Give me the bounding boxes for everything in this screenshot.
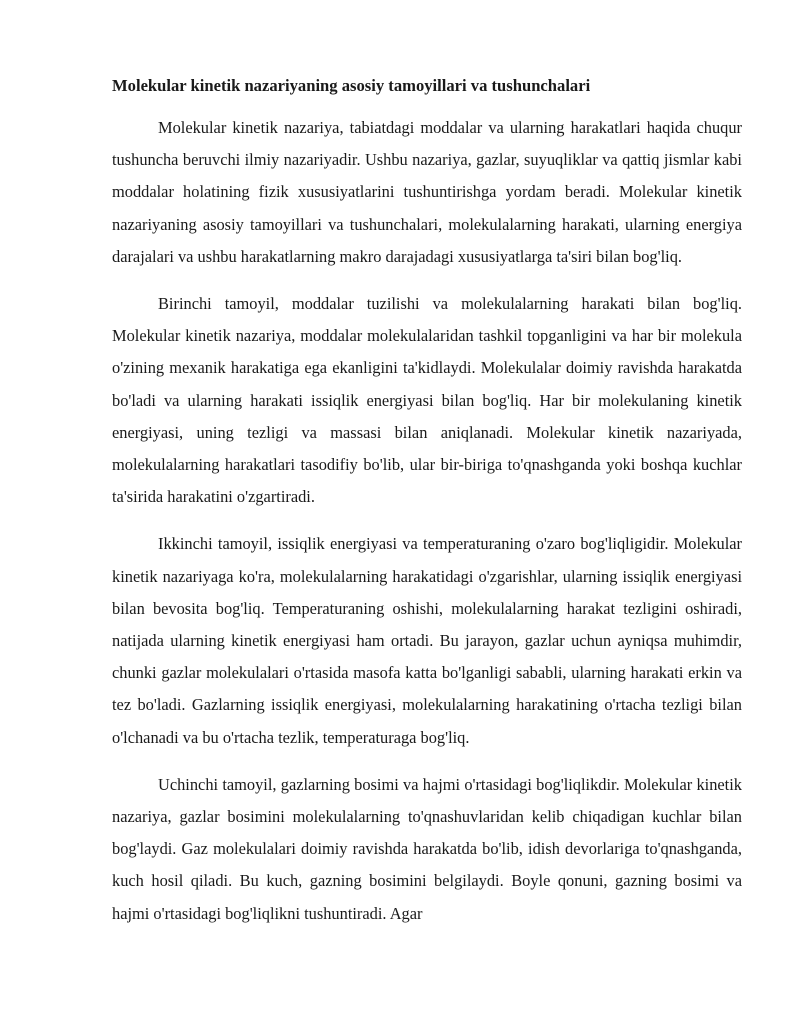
- paragraph-third-principle: Uchinchi tamoyil, gazlarning bosimi va hajmi o'rtasidagi bog'liqlikdir. Molekular kinetik nazariya, gazlar bosimini molekulalarning to'qnashuvlaridan kelib chiqadigan kuchlar bilan bog'laydi. Gaz molekulalari doimiy ravishda harakatda bo'lib, idish devorlariga to'qnashganda, kuch hosil qiladi. Bu kuch, gazning bosimini belgilaydi. Boyle qonuni, gazning bosimi va hajmi o'rtasidagi bog'liqlikni tushuntiradi. Agar: [112, 774, 742, 923]
- document-page: [112, 74, 742, 930]
- document-title: Molekular kinetik nazariyaning asosiy tamoyillari va tushunchalari: [112, 76, 591, 95]
- paragraph-introduction: Molekular kinetik nazariya, tabiatdagi moddalar va ularning harakatlari haqida chuqur tushuncha beruvchi ilmiy nazariyadir. Ushbu nazariya, gazlar, suyuqliklar va qattiq jismlar kabi moddalar holatining fizik xususiyatlarini tushuntirishga yordam beradi. Molekular kinetik nazariyaning asosiy tamoyillari va tushunchalari, molekulalarning harakati, ularning energiya darajalari va ushbu harakatlarning makro darajadagi xususiyatlarga ta'siri bilan bog'liq.: [112, 118, 742, 266]
- paragraph-first-principle: Birinchi tamoyil, moddalar tuzilishi va molekulalarning harakati bilan bog'liq. Molekular kinetik nazariya, moddalar molekulalaridan tashkil topganligini va har bir molekula o'zining mexanik harakatiga ega ekanligini ta'kidlaydi. Molekulalar doimiy ravishda harakatda bo'ladi va ularning harakati issiqlik energiyasi bilan bog'liq. Har bir molekulaning kinetik energiyasi, uning tezligi va massasi bilan aniqlanadi. Molekular kinetik nazariyada, molekulalarning harakatlari tasodifiy bo'lib, ular bir-biriga to'qnashganda yoki boshqa kuchlar ta'sirida harakatini o'zgartiradi.: [112, 294, 742, 507]
- paragraph-second-principle: Ikkinchi tamoyil, issiqlik energiyasi va temperaturaning o'zaro bog'liqligidir. Molekular kinetik nazariyaga ko'ra, molekulalarning harakatidagi o'zgarishlar, ularning issiqlik energiyasi bilan bevosita bog'liq. Temperaturaning oshishi, molekulalarning harakat tezligini oshiradi, natijada ularning kinetik energiyasi ham ortadi. Bu jarayon, gazlar uchun ayniqsa muhimdir, chunki gazlar molekulalari o'rtasida masofa katta bo'lganligi sababli, ularning harakati erkin va tez bo'ladi. Gazlarning issiqlik energiyasi, molekulalarning harakatining o'rtacha tezligi bilan o'lchanadi va bu o'rtacha tezlik, temperaturaga bog'liq.: [112, 534, 742, 747]
